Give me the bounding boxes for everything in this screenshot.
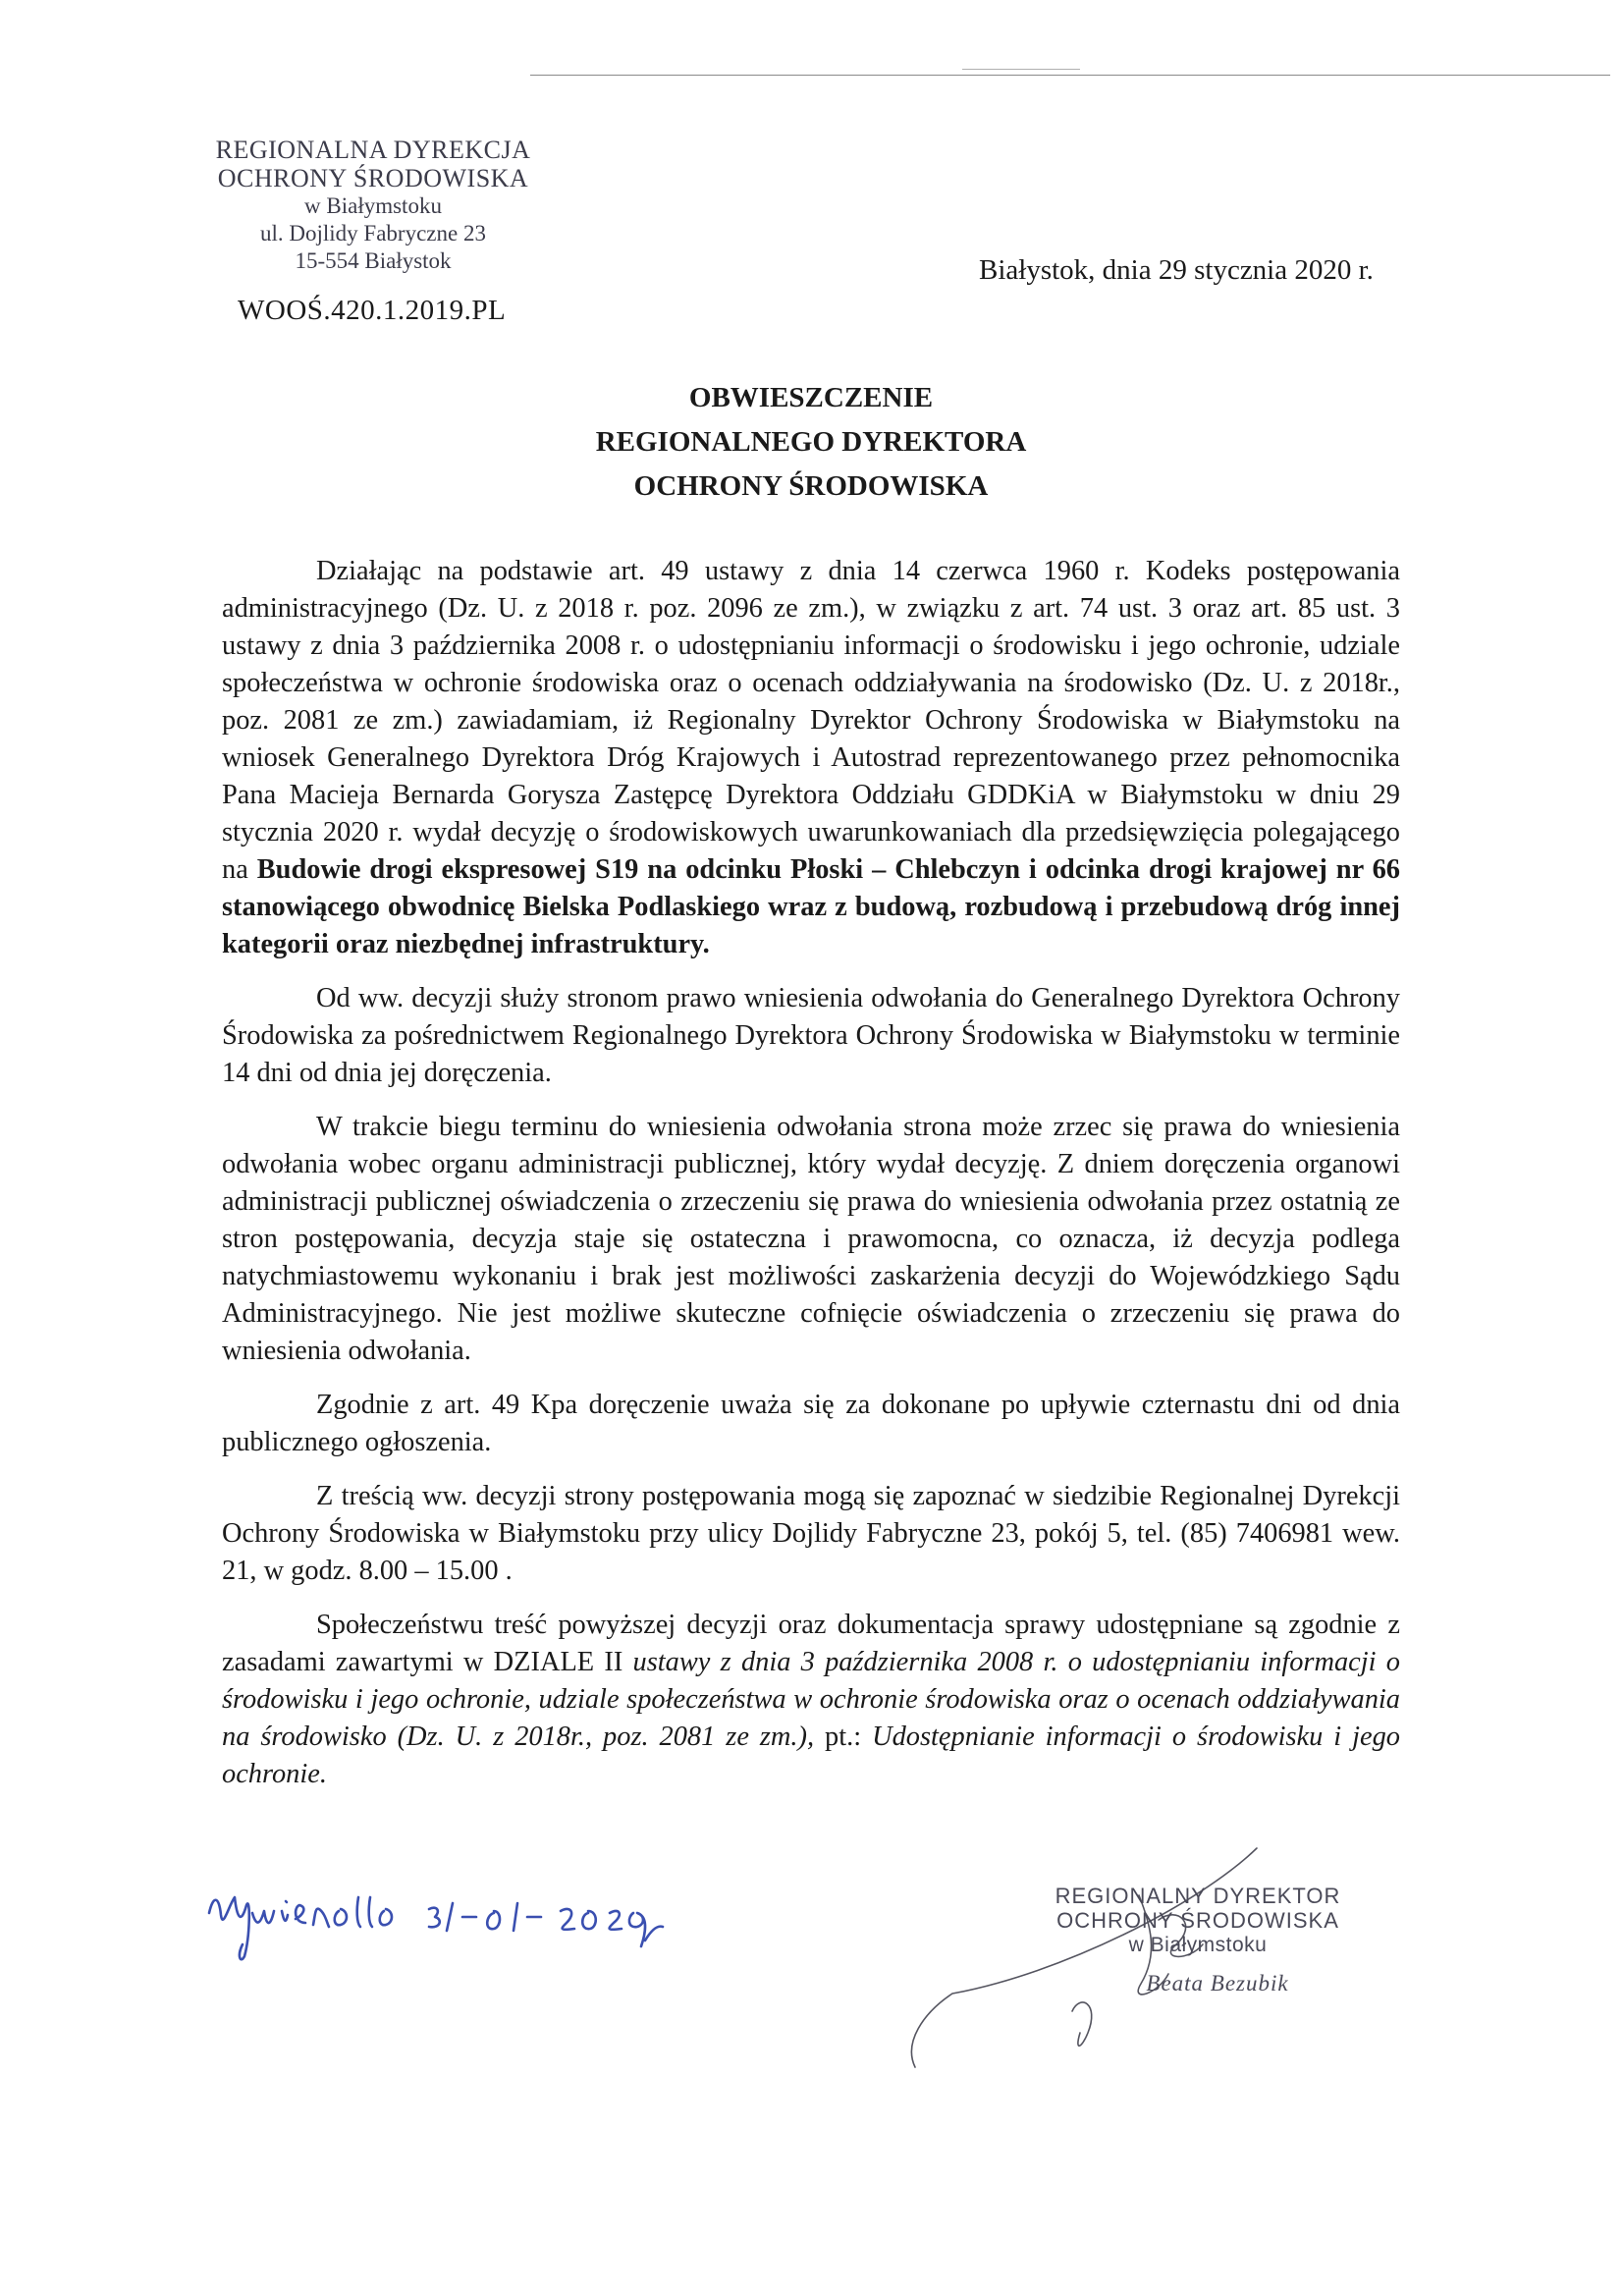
stamp-signatory: Beata Bezubik bbox=[1146, 1971, 1289, 1995]
stamp-office: OCHRONY ŚRODOWISKA bbox=[1056, 1908, 1339, 1933]
org-postcode: 15-554 Białystok bbox=[295, 248, 452, 273]
paragraph-2: Od ww. decyzji służy stronom prawo wniesienia odwołania do Generalnego Dyrektora Ochrony Środowiska za pośrednictwem Regionalnego Dyrektora Ochrony Środowiska w Białymstoku w terminie 14 dni od dnia jej doręczenia. bbox=[222, 983, 1400, 1088]
case-reference: WOOŚ.420.1.2019.PL bbox=[238, 295, 507, 326]
paragraph-6-text2: pt.: bbox=[814, 1722, 873, 1752]
org-city: w Białymstoku bbox=[304, 193, 442, 218]
paragraph-4: Zgodnie z art. 49 Kpa doręczenie uważa się za dokonane po upływie czternastu dni od dnia publicznego ogłoszenia. bbox=[222, 1390, 1400, 1457]
statute-reference: ustawy z dnia 3 października 2008 r. o udostępnianiu informacji o środowisku i jego ochronie, udziale społeczeństwa w ochronie środowiska oraz o ocenach oddziaływania na środowisko (Dz. U. z 2018r., poz. 2081 ze zm.), bbox=[222, 1647, 1400, 1752]
stamp-city: w Białymstoku bbox=[1128, 1934, 1268, 1956]
stamp-title: REGIONALNY DYREKTOR bbox=[1055, 1884, 1341, 1908]
paragraph-6-text: Społeczeństwu treść powyższej decyzji oraz dokumentacja sprawy udostępniane są zgodnie z zasadami zawartymi w DZIALE II bbox=[222, 1610, 1400, 1677]
title-line1: OBWIESZCZENIE bbox=[688, 382, 934, 413]
paragraph-1 bbox=[222, 553, 1400, 963]
scan-edge-line bbox=[530, 75, 1610, 76]
project-name: Budowie drogi ekspresowej S19 na odcinku Płoski – Chlebczyn i odcinka drogi krajowej nr 66 stanowiącego obwodnicę Bielska Podlaskiego wraz z budową, rozbudową i przebudową dróg innej kategorii oraz niezbędnej infrastruktury. bbox=[222, 854, 1400, 959]
org-name-line2: OCHRONY ŚRODOWISKA bbox=[217, 164, 529, 192]
title-line2: REGIONALNEGO DYREKTORA bbox=[595, 426, 1027, 458]
statute-chapter-title: Udostępnianie informacji o środowisku i jego ochronie. bbox=[222, 1722, 1400, 1789]
paragraph-6 bbox=[222, 1607, 1400, 1793]
title-line3: OCHRONY ŚRODOWISKA bbox=[633, 470, 989, 502]
org-street: ul. Dojlidy Fabryczne 23 bbox=[260, 221, 486, 246]
paragraph-3: W trakcie biegu terminu do wniesienia odwołania strona może zrzec się prawa do wniesienia odwołania wobec organu administracji publicznej, który wydał decyzję. Z dniem doręczenia organowi administracji publicznej oświadczenia o zrzeczeniu się prawa do wniesienia odwołania przez ostatnią ze stron postępowania, decyzja staje się ostateczna i prawomocna, co oznacza, iż decyzja podlega natychmiastowemu wykonaniu i brak jest możliwości zaskarżenia decyzji do Wojewódzkiego Sądu Administracyjnego. Nie jest możliwe skuteczne cofnięcie oświadczenia o zrzeczeniu się prawa do wniesienia odwołania. bbox=[222, 1112, 1400, 1366]
document-date: Białystok, dnia 29 stycznia 2020 r. bbox=[979, 254, 1374, 286]
letterhead bbox=[177, 136, 569, 275]
document-body bbox=[222, 553, 1400, 1810]
paragraph-5: Z treścią ww. decyzji strony postępowania mogą się zapoznać w siedzibie Regionalnej Dyrekcji Ochrony Środowiska w Białymstoku przy ulicy Dojlidy Fabryczne 23, pokój 5, tel. (85) 7406981 wew. 21, w godz. 8.00 – 15.00 . bbox=[222, 1481, 1400, 1586]
handwritten-posting-note bbox=[201, 1876, 771, 1964]
official-stamp bbox=[1036, 1884, 1360, 1996]
scan-edge-line-short bbox=[962, 69, 1080, 70]
document-title bbox=[222, 376, 1400, 509]
paragraph-1-text: Działając na podstawie art. 49 ustawy z dnia 14 czerwca 1960 r. Kodeks postępowania administracyjnego (Dz. U. z 2018 r. poz. 2096 ze zm.), w związku z art. 74 ust. 3 oraz art. 85 ust. 3 ustawy z dnia 3 października 2008 r. o udostępnianiu informacji o środowisku i jego ochronie, udziale społeczeństwa w ochronie środowiska oraz o ocenach oddziaływania na środowisko (Dz. U. z 2018r., poz. 2081 ze zm.) zawiadamiam, iż Regionalny Dyrektor Ochrony Środowiska w Białymstoku na wniosek Generalnego Dyrektora Dróg Krajowych i Autostrad reprezentowanego przez pełnomocnika Pana Macieja Bernarda Gorysza Zastępcę Dyrektora Oddziału GDDKiA w Białymstoku w dniu 29 stycznia 2020 r. wydał decyzję o środowiskowych uwarunkowaniach dla przedsięwzięcia polegającego na bbox=[222, 556, 1400, 885]
org-name-line1: REGIONALNA DYREKCJA bbox=[215, 136, 531, 164]
